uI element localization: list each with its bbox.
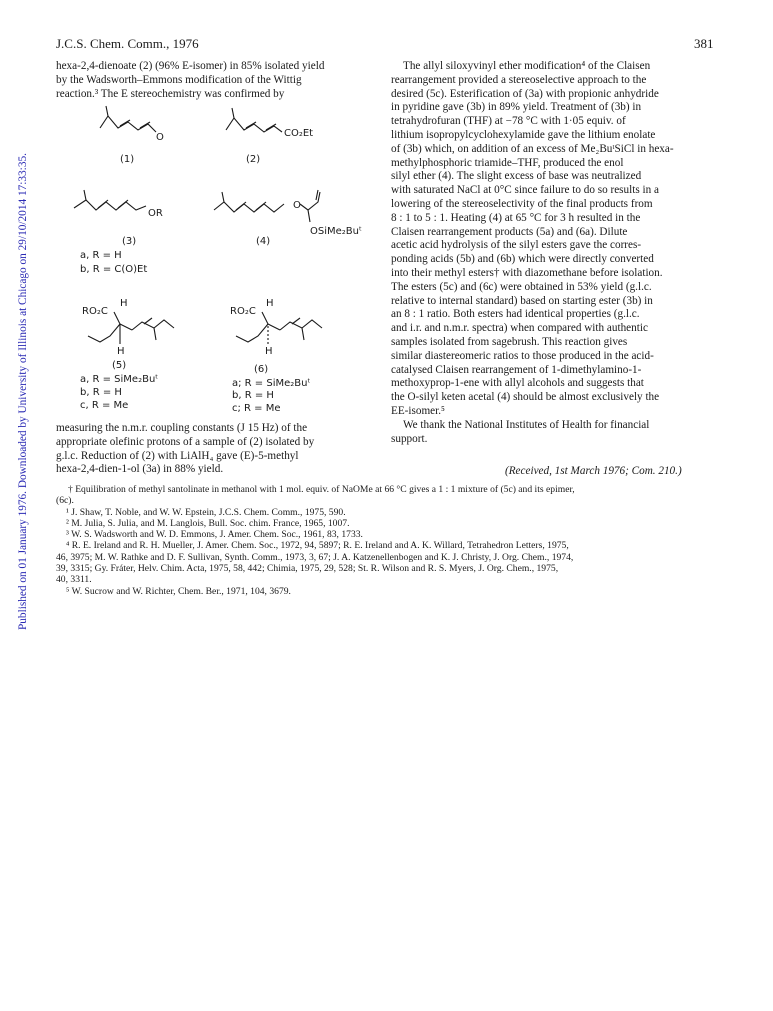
reference: ² M. Julia, S. Julia, and M. Langlois, Bull. Soc. chim. France, 1965, 1007. bbox=[66, 517, 350, 529]
text-line: similar diastereomeric ratios to those produced in the acid- bbox=[391, 349, 654, 362]
text-line: 8 : 1 to 5 : 1. Heating (4) at 65 °C for 3 h resulted in the bbox=[391, 211, 641, 224]
text-line: appropriate olefinic protons of a sample of (2) isolated by bbox=[56, 435, 315, 448]
compound-substituent: b, R = H bbox=[80, 387, 122, 398]
text-line: of (3b) which, on addition of an excess of Me₂BuᵗSiCl in hexa- bbox=[391, 142, 674, 155]
bond bbox=[280, 320, 322, 330]
compound-substituent: c; R = Me bbox=[232, 403, 281, 414]
bond bbox=[232, 108, 234, 118]
journal-header: J.C.S. Chem. Comm., 1976 bbox=[56, 36, 199, 51]
text-line: measuring the n.m.r. coupling constants (J 15 Hz) of the bbox=[56, 422, 308, 434]
compound-substituent: c, R = Me bbox=[80, 400, 129, 411]
bond bbox=[222, 192, 224, 202]
compound-substituent: a, R = SiMe₂Buᵗ bbox=[80, 374, 159, 385]
text-line: the O-silyl keten acetal (4) should be almost exclusively the bbox=[391, 391, 660, 404]
bond bbox=[154, 328, 156, 340]
compound-label: (2) bbox=[246, 154, 261, 165]
atom-label: RO₂C bbox=[82, 306, 108, 317]
reference: ⁴ R. E. Ireland and R. H. Mueller, J. Amer. Chem. Soc., 1972, 94, 5897; R. E. Ireland and A. K. Willard, Tetrahedron Letters, 1975, bbox=[66, 540, 569, 552]
text-line: samples isolated from sagebrush. This reaction gives bbox=[391, 335, 628, 348]
bond bbox=[144, 318, 152, 324]
reference: ¹ J. Shaw, T. Noble, and W. W. Epstein, J.C.S. Chem. Comm., 1975, 590. bbox=[66, 506, 346, 518]
text-line: and i.r. and n.m.r. spectra) when compared with authentic bbox=[391, 322, 648, 335]
bond bbox=[98, 200, 108, 208]
text-line: methylphosphoric triamide–THF, produced the enol bbox=[391, 156, 624, 169]
footnote: † Equilibration of methyl santolinate in methanol with 1 mol. equiv. of NaOMe at 66 °C gives a 1 : 1 mixture of (5c) and its epimer, bbox=[68, 484, 575, 495]
atom-label: H bbox=[117, 346, 125, 357]
compound-label: (4) bbox=[256, 236, 271, 247]
text-line: catalysed Claisen rearrangement of 1-dimethylamino-1- bbox=[391, 363, 642, 376]
acknowledgement: We thank the National Institutes of Health for financial bbox=[403, 418, 650, 431]
bond bbox=[106, 106, 108, 116]
atom-label: H bbox=[266, 298, 274, 309]
text-line: with saturated NaCl at 0°C since failure to do so results in a bbox=[391, 184, 659, 197]
atom-label: RO₂C bbox=[230, 306, 256, 317]
compound-substituent: b, R = H bbox=[232, 390, 274, 401]
atom-label: CO₂Et bbox=[284, 128, 314, 139]
bond bbox=[316, 190, 318, 200]
bond bbox=[132, 320, 174, 330]
text-line: acetic acid hydrolysis of the silyl esters gave the corres- bbox=[391, 239, 642, 252]
reference: 40, 3311. bbox=[56, 574, 92, 586]
text-line: lowering of the stereoselectivity of the final products from bbox=[391, 197, 653, 210]
compound-label: (3) bbox=[122, 236, 137, 247]
bond bbox=[302, 328, 304, 340]
structure-3 bbox=[74, 200, 146, 210]
download-watermark bbox=[0, 0, 29, 640]
footnote: (6c). bbox=[56, 495, 74, 507]
atom-label: O bbox=[293, 200, 301, 211]
text-line: relative to internal standard) based on starting ester (3b) in bbox=[391, 294, 653, 307]
text-line: The allyl siloxyvinyl ether modification⁴ of the Claisen bbox=[403, 60, 651, 72]
left-column-top bbox=[56, 60, 376, 101]
chemical-structures bbox=[56, 100, 376, 420]
reference: 39, 3315; Gy. Fráter, Helv. Chim. Acta, 1975, 58, 442; Chimia, 1975, 29, 528; St. R. Wilson and R. S. Myers, J. Org. Chem., 1975, bbox=[56, 563, 559, 575]
bond bbox=[292, 318, 300, 324]
bond bbox=[256, 202, 266, 210]
right-column bbox=[391, 60, 710, 446]
received-date: (Received, 1st March 1976; Com. 210.) bbox=[505, 465, 682, 477]
bond bbox=[118, 200, 128, 208]
text-line: The esters (5c) and (6c) were obtained in 53% yield (g.l.c. bbox=[391, 280, 652, 293]
compound-substituent: a; R = SiMe₂Buᵗ bbox=[232, 378, 311, 389]
bond bbox=[268, 324, 280, 330]
bond bbox=[120, 324, 132, 330]
text-line: ponding acids (5b) and (6b) which were directly converted bbox=[391, 253, 654, 266]
text-line: silyl ether (4). The slight excess of base was neutralized bbox=[391, 170, 642, 183]
atom-label: H bbox=[120, 298, 128, 309]
text-line: an 8 : 1 ratio. Both esters had identical properties (g.l.c. bbox=[391, 308, 640, 321]
text-line: methoxyprop-1-ene with allyl alcohols and suggests that bbox=[391, 377, 644, 390]
bond bbox=[236, 202, 246, 210]
atom-label: OR bbox=[148, 208, 163, 219]
text-line: desired (5c). Esterification of (3a) with propionic anhydride bbox=[391, 87, 659, 100]
text-line: reaction.³ The E stereochemistry was confirmed by bbox=[56, 87, 285, 100]
bond bbox=[84, 190, 86, 200]
reference: ³ W. S. Wadsworth and W. D. Emmons, J. Amer. Chem. Soc., 1961, 83, 1733. bbox=[66, 529, 363, 541]
atom-label: H bbox=[265, 346, 273, 357]
text-line: hexa-2,4-dien-1-ol (3a) in 88% yield. bbox=[56, 463, 224, 476]
atom-label: OSiMe₂Buᵗ bbox=[310, 226, 362, 237]
reference: ⁵ W. Sucrow and W. Richter, Chem. Ber., 1971, 104, 3679. bbox=[66, 585, 291, 597]
text-line: hexa-2,4-dienoate (2) (96% E-isomer) in 85% isolated yield bbox=[56, 60, 325, 72]
text-line: tetrahydrofuran (THF) at −78 °C with 1·05 equiv. of bbox=[391, 115, 626, 128]
text-line: rearrangement provided a stereoselective approach to the bbox=[391, 73, 647, 86]
compound-label: (1) bbox=[120, 154, 135, 165]
text-line: g.l.c. Reduction of (2) with LiAlH₄ gave (E)-5-methyl bbox=[56, 449, 299, 462]
text-line: Claisen rearrangement products (5a) and (6a). Dilute bbox=[391, 225, 628, 238]
bond bbox=[308, 210, 310, 222]
text-line: EE-isomer.⁵ bbox=[391, 404, 445, 417]
text-line: by the Wadsworth–Emmons modification of the Wittig bbox=[56, 73, 302, 86]
atom-label: O bbox=[156, 132, 164, 143]
text-line: lithium isopropylcyclohexylamide gave the lithium enolate bbox=[391, 128, 656, 141]
compound-label: (5) bbox=[112, 360, 127, 371]
reference: 46, 3975; M. W. Rathke and D. F. Sullivan, Synth. Comm., 1973, 3, 67; J. A. Katzenellenbogen and K. J. Christy, J. Org. Chem., 1974, bbox=[56, 551, 574, 563]
page-number: 381 bbox=[694, 36, 714, 51]
compound-substituent: b, R = C(O)Et bbox=[80, 264, 148, 275]
structure-4 bbox=[214, 202, 284, 212]
left-column-bottom bbox=[56, 422, 376, 477]
text-line: into their methyl esters† with diazomethane before isolation. bbox=[391, 266, 663, 279]
compound-label: (6) bbox=[254, 364, 269, 375]
acknowledgement: support. bbox=[391, 432, 428, 445]
text-line: in pyridine gave (3b) in 89% yield. Treatment of (3b) in bbox=[391, 101, 642, 114]
download-notice: Published on 01 January 1976. Downloaded by University of Illinois at Chicago on 29/10/2014 17:33:35. bbox=[17, 153, 29, 630]
compound-substituent: a, R = H bbox=[80, 250, 122, 261]
footnotes bbox=[56, 484, 710, 597]
